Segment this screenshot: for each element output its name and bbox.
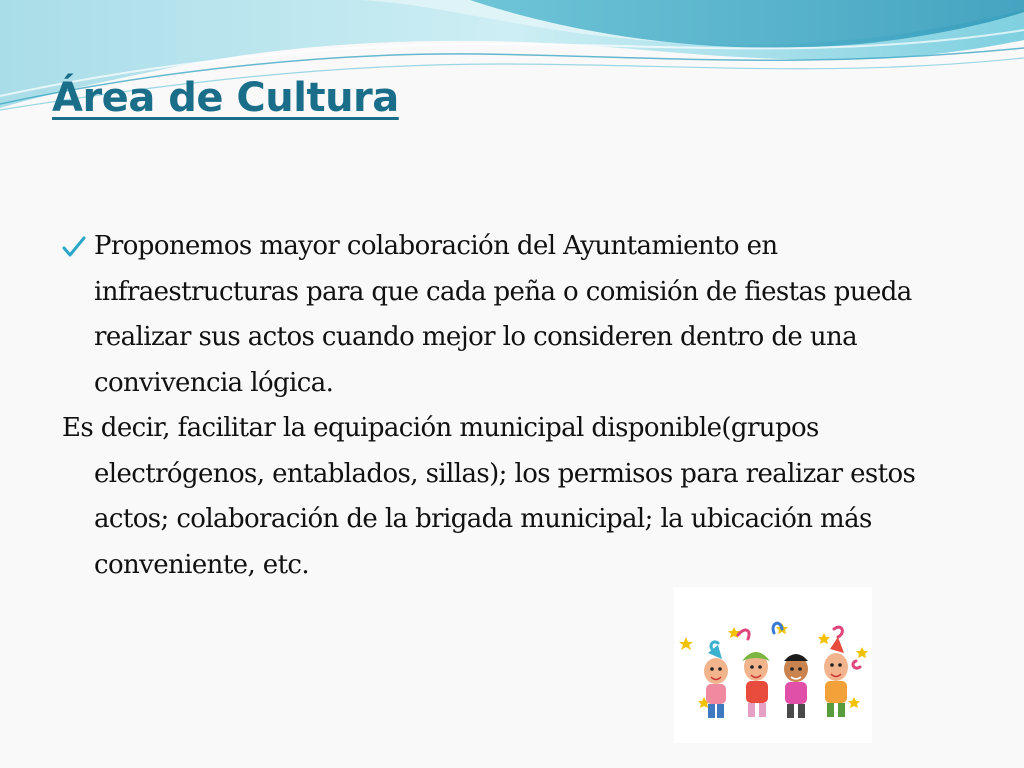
slide-title: Área de Cultura [52, 75, 399, 121]
party-people-clipart [674, 587, 872, 743]
slide-body [62, 224, 968, 588]
list-item [62, 224, 968, 406]
paragraph-text: Proponemos mayor colaboración del Ayuntamiento en infraestructuras para que cada peña o comisión de fiestas pueda realizar sus actos cuando mejor lo consideren dentro de una convivencia lógica. [94, 231, 912, 398]
list-item [62, 406, 968, 588]
paragraph-text: Es decir, facilitar la equipación municipal disponible(grupos electrógenos, entablados, sillas); los permisos para realizar estos actos; colaboración de la brigada municipal; la ubicación más conveniente, etc. [62, 413, 916, 580]
checkmark-icon [62, 236, 86, 258]
